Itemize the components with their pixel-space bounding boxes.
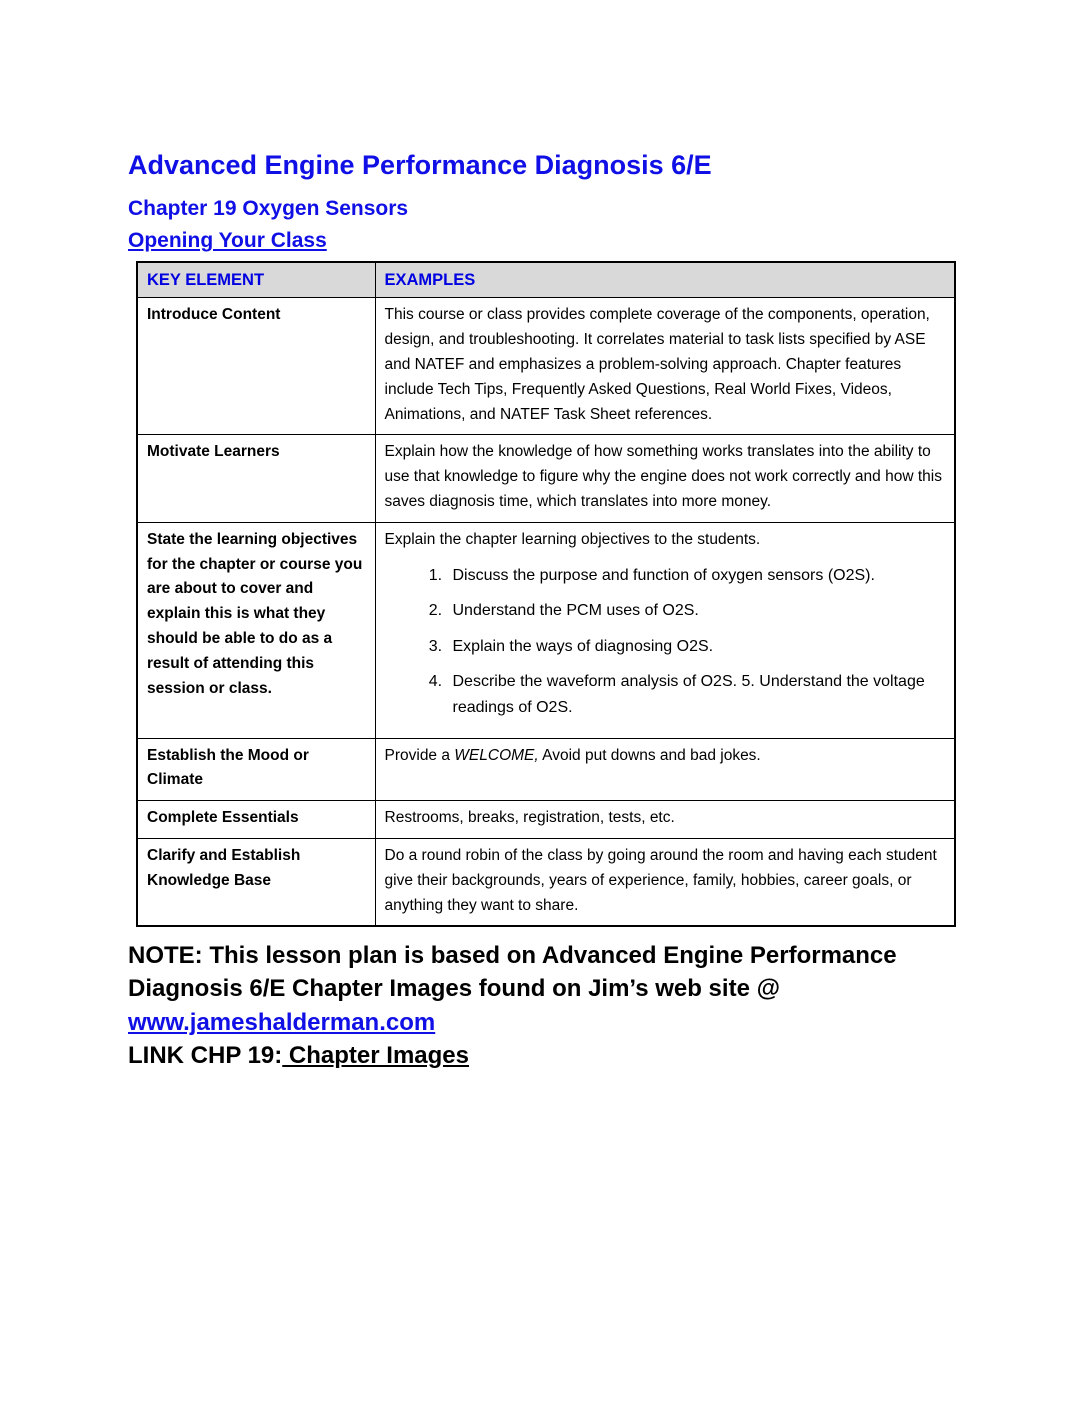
- section-heading: Opening Your Class: [128, 229, 327, 252]
- key-learning-objectives: State the learning objectives for the chapter or course you are about to cover and explain this is what they should be able to do as a result of attending this session or class.: [137, 522, 375, 738]
- objective-item: 3. Explain the ways of diagnosing O2S.: [447, 634, 946, 660]
- table-row: [137, 435, 955, 522]
- mood-text-suffix: Avoid put downs and bad jokes.: [538, 746, 761, 764]
- chapter-subtitle: Chapter 19 Oxygen Sensors: [128, 197, 409, 220]
- objectives-intro: Explain the chapter learning objectives to the students.: [384, 530, 761, 548]
- link-chp-label: LINK CHP 19:: [128, 1041, 283, 1069]
- example-motivate-learners: Explain how the knowledge of how something works translates into the ability to use that knowledge to figure why the engine does not work correctly and how this saves diagnosis time, which translates into more money.: [375, 435, 955, 522]
- mood-text-prefix: Provide a: [384, 746, 455, 764]
- mood-text-welcome: WELCOME,: [454, 746, 539, 764]
- table-row: [137, 298, 955, 435]
- key-clarify-knowledge: Clarify and Establish Knowledge Base: [137, 838, 375, 926]
- key-introduce-content: Introduce Content: [137, 298, 375, 435]
- example-establish-mood: [375, 738, 955, 801]
- opening-class-table: [136, 261, 956, 927]
- objective-item: 1. Discuss the purpose and function of oxygen sensors (O2S).: [447, 563, 946, 589]
- table-row: [137, 522, 955, 738]
- table-row: [137, 801, 955, 839]
- jameshalderman-link[interactable]: www.jameshalderman.com: [128, 1008, 436, 1036]
- example-learning-objectives: [375, 522, 955, 738]
- table-row: [137, 838, 955, 926]
- link-chp-line: [128, 1039, 960, 1072]
- note-text: NOTE: This lesson plan is based on Advanced Engine Performance Diagnosis 6/E Chapter Images found on Jim’s web site @: [128, 942, 897, 1003]
- column-header-key-element: KEY ELEMENT: [137, 262, 375, 298]
- key-motivate-learners: Motivate Learners: [137, 435, 375, 522]
- objectives-list: [385, 563, 946, 721]
- key-establish-mood: Establish the Mood or Climate: [137, 738, 375, 801]
- table-row: [137, 738, 955, 801]
- example-complete-essentials: Restrooms, breaks, registration, tests, etc.: [375, 801, 955, 839]
- note-paragraph: [128, 939, 960, 1038]
- objective-item: 2. Understand the PCM uses of O2S.: [447, 598, 946, 624]
- example-introduce-content: This course or class provides complete coverage of the components, operation, design, and troubleshooting. It correlates material to task lists specified by ASE and NATEF and emphasizes a problem-solving approach. Chapter features include Tech Tips, Frequently Asked Questions, Real World Fixes, Videos, Animations, and NATEF Task Sheet references.: [375, 298, 955, 435]
- key-complete-essentials: Complete Essentials: [137, 801, 375, 839]
- objective-item: 4. Describe the waveform analysis of O2S. 5. Understand the voltage readings of O2S.: [447, 669, 946, 720]
- chapter-images-link[interactable]: Chapter Images: [282, 1041, 469, 1069]
- example-clarify-knowledge: Do a round robin of the class by going around the room and having each student give their backgrounds, years of experience, family, hobbies, career goals, or anything they want to share.: [375, 838, 955, 926]
- table-header-row: [137, 262, 955, 298]
- column-header-examples: EXAMPLES: [375, 262, 955, 298]
- document-title: Advanced Engine Performance Diagnosis 6/E: [128, 150, 712, 180]
